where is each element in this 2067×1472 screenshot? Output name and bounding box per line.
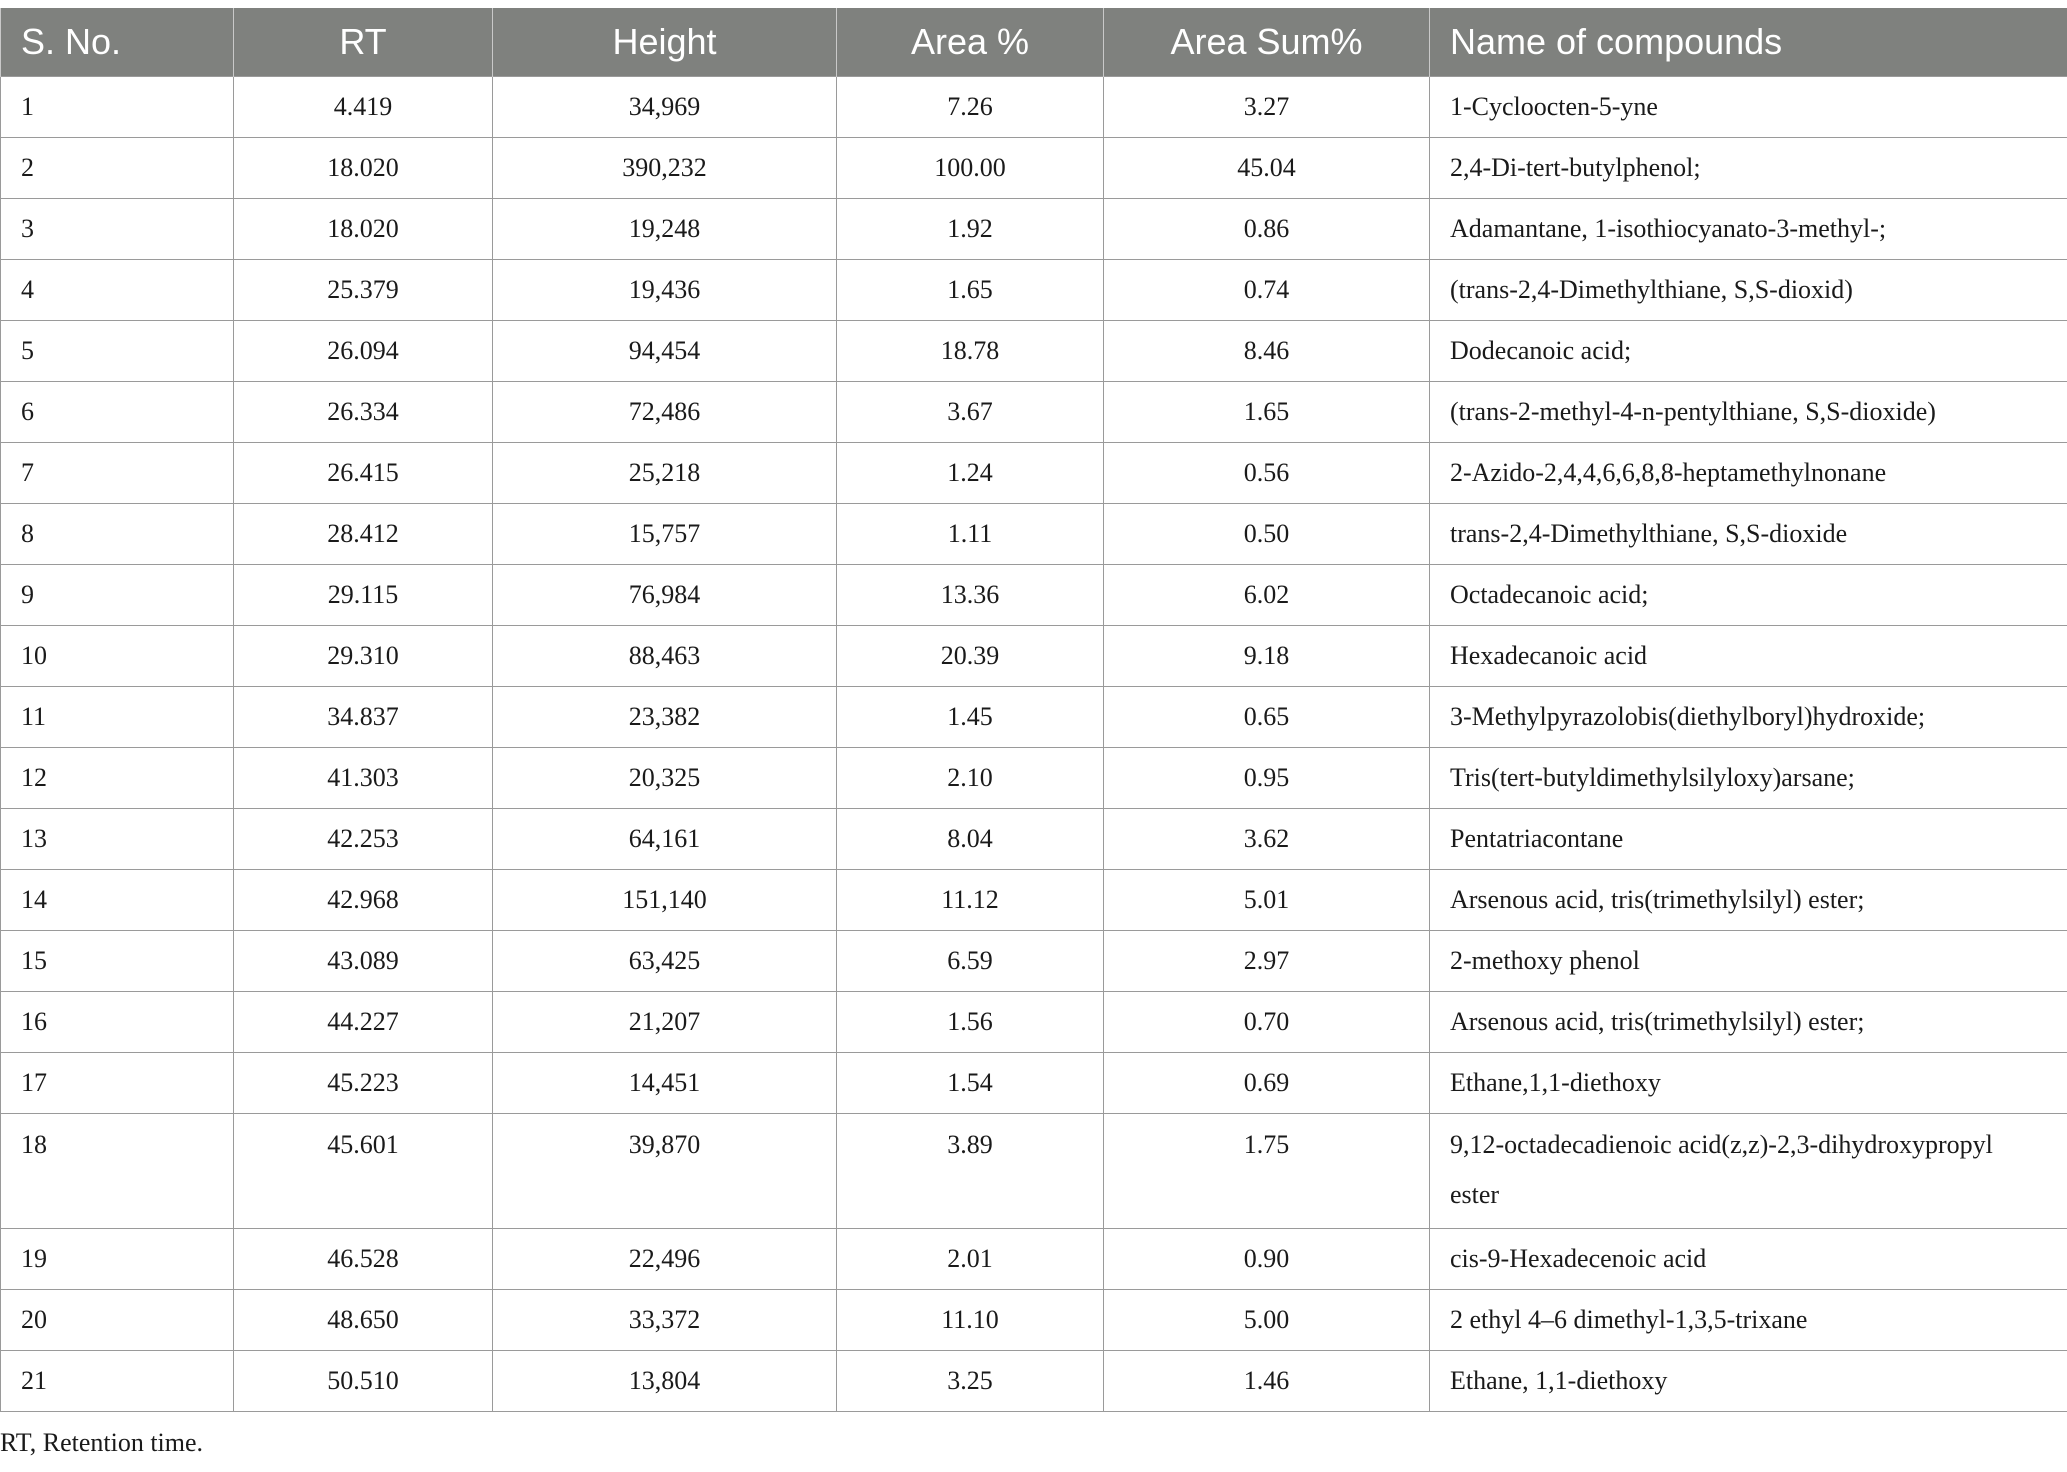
cell-height: 15,757 <box>493 504 837 565</box>
table-row <box>1 504 2067 565</box>
cell-height: 39,870 <box>493 1114 837 1229</box>
cell-compound-name: Octadecanoic acid; <box>1430 565 2067 626</box>
cell-compound-name: 1-Cycloocten-5-yne <box>1430 77 2067 138</box>
cell-compound-name: Adamantane, 1-isothiocyanato-3-methyl-; <box>1430 199 2067 260</box>
cell-rt: 29.115 <box>234 565 493 626</box>
cell-compound-name: Tris(tert-butyldimethylsilyloxy)arsane; <box>1430 748 2067 809</box>
cell-s-no: 1 <box>1 77 234 138</box>
cell-rt: 29.310 <box>234 626 493 687</box>
cell-height: 20,325 <box>493 748 837 809</box>
table-row <box>1 443 2067 504</box>
cell-s-no: 9 <box>1 565 234 626</box>
cell-height: 13,804 <box>493 1351 837 1412</box>
cell-height: 19,436 <box>493 260 837 321</box>
cell-rt: 25.379 <box>234 260 493 321</box>
cell-s-no: 15 <box>1 931 234 992</box>
cell-height: 21,207 <box>493 992 837 1053</box>
cell-compound-name: cis-9-Hexadecenoic acid <box>1430 1229 2067 1290</box>
cell-compound-name: Arsenous acid, tris(trimethylsilyl) ester; <box>1430 870 2067 931</box>
cell-area-sum-percent: 0.70 <box>1104 992 1430 1053</box>
cell-area-percent: 11.12 <box>837 870 1104 931</box>
cell-area-sum-percent: 3.27 <box>1104 77 1430 138</box>
table-row <box>1 321 2067 382</box>
cell-compound-name: (trans-2-methyl-4-n-pentylthiane, S,S-dioxide) <box>1430 382 2067 443</box>
cell-s-no: 7 <box>1 443 234 504</box>
cell-rt: 45.601 <box>234 1114 493 1229</box>
cell-area-percent: 3.25 <box>837 1351 1104 1412</box>
cell-height: 23,382 <box>493 687 837 748</box>
cell-s-no: 4 <box>1 260 234 321</box>
cell-area-sum-percent: 1.65 <box>1104 382 1430 443</box>
cell-rt: 26.415 <box>234 443 493 504</box>
table-row <box>1 260 2067 321</box>
cell-area-sum-percent: 6.02 <box>1104 565 1430 626</box>
cell-height: 151,140 <box>493 870 837 931</box>
cell-height: 390,232 <box>493 138 837 199</box>
cell-area-sum-percent: 0.90 <box>1104 1229 1430 1290</box>
table-row <box>1 992 2067 1053</box>
cell-height: 19,248 <box>493 199 837 260</box>
cell-compound-name: Arsenous acid, tris(trimethylsilyl) ester; <box>1430 992 2067 1053</box>
cell-area-sum-percent: 5.00 <box>1104 1290 1430 1351</box>
cell-area-percent: 11.10 <box>837 1290 1104 1351</box>
cell-area-percent: 3.67 <box>837 382 1104 443</box>
cell-area-percent: 13.36 <box>837 565 1104 626</box>
cell-area-percent: 20.39 <box>837 626 1104 687</box>
cell-area-sum-percent: 3.62 <box>1104 809 1430 870</box>
cell-s-no: 18 <box>1 1114 234 1229</box>
table-row <box>1 870 2067 931</box>
cell-rt: 42.968 <box>234 870 493 931</box>
cell-rt: 34.837 <box>234 687 493 748</box>
table-header-row <box>1 8 2067 77</box>
table-row <box>1 382 2067 443</box>
cell-area-percent: 1.54 <box>837 1053 1104 1114</box>
cell-height: 63,425 <box>493 931 837 992</box>
header-s-no: S. No. <box>1 8 234 77</box>
cell-area-percent: 3.89 <box>837 1114 1104 1229</box>
cell-area-percent: 1.92 <box>837 199 1104 260</box>
cell-rt: 4.419 <box>234 77 493 138</box>
cell-s-no: 11 <box>1 687 234 748</box>
cell-area-percent: 100.00 <box>837 138 1104 199</box>
table-footnote: RT, Retention time. <box>0 1428 204 1457</box>
table-row <box>1 687 2067 748</box>
cell-s-no: 3 <box>1 199 234 260</box>
cell-rt: 50.510 <box>234 1351 493 1412</box>
cell-area-sum-percent: 0.74 <box>1104 260 1430 321</box>
cell-height: 25,218 <box>493 443 837 504</box>
cell-s-no: 2 <box>1 138 234 199</box>
table-row <box>1 138 2067 199</box>
compounds-table-container <box>0 8 2067 1412</box>
cell-s-no: 5 <box>1 321 234 382</box>
cell-rt: 18.020 <box>234 199 493 260</box>
cell-s-no: 12 <box>1 748 234 809</box>
cell-area-sum-percent: 8.46 <box>1104 321 1430 382</box>
table-row <box>1 1053 2067 1114</box>
table-row <box>1 565 2067 626</box>
table-body <box>1 77 2067 1412</box>
cell-rt: 45.223 <box>234 1053 493 1114</box>
cell-compound-name: (trans-2,4-Dimethylthiane, S,S-dioxid) <box>1430 260 2067 321</box>
cell-rt: 26.094 <box>234 321 493 382</box>
cell-rt: 46.528 <box>234 1229 493 1290</box>
cell-rt: 41.303 <box>234 748 493 809</box>
cell-s-no: 16 <box>1 992 234 1053</box>
cell-area-sum-percent: 45.04 <box>1104 138 1430 199</box>
cell-height: 88,463 <box>493 626 837 687</box>
table-row <box>1 626 2067 687</box>
cell-area-percent: 7.26 <box>837 77 1104 138</box>
cell-height: 76,984 <box>493 565 837 626</box>
table-row <box>1 77 2067 138</box>
cell-area-percent: 2.10 <box>837 748 1104 809</box>
cell-compound-name: trans-2,4-Dimethylthiane, S,S-dioxide <box>1430 504 2067 565</box>
header-name-of-compounds: Name of compounds <box>1430 8 2067 77</box>
cell-s-no: 19 <box>1 1229 234 1290</box>
header-area-sum-percent: Area Sum% <box>1104 8 1430 77</box>
cell-height: 72,486 <box>493 382 837 443</box>
cell-area-sum-percent: 0.95 <box>1104 748 1430 809</box>
table-row <box>1 931 2067 992</box>
cell-area-sum-percent: 0.69 <box>1104 1053 1430 1114</box>
cell-area-sum-percent: 5.01 <box>1104 870 1430 931</box>
cell-rt: 28.412 <box>234 504 493 565</box>
cell-area-percent: 8.04 <box>837 809 1104 870</box>
cell-compound-name: 3-Methylpyrazolobis(diethylboryl)hydroxide; <box>1430 687 2067 748</box>
cell-height: 64,161 <box>493 809 837 870</box>
cell-area-percent: 1.65 <box>837 260 1104 321</box>
cell-compound-name: 2 ethyl 4–6 dimethyl-1,3,5-trixane <box>1430 1290 2067 1351</box>
cell-compound-name: Pentatriacontane <box>1430 809 2067 870</box>
cell-compound-name: 2-methoxy phenol <box>1430 931 2067 992</box>
cell-s-no: 17 <box>1 1053 234 1114</box>
cell-height: 33,372 <box>493 1290 837 1351</box>
cell-s-no: 10 <box>1 626 234 687</box>
header-height: Height <box>493 8 837 77</box>
cell-area-sum-percent: 0.50 <box>1104 504 1430 565</box>
cell-area-percent: 1.11 <box>837 504 1104 565</box>
cell-area-sum-percent: 9.18 <box>1104 626 1430 687</box>
cell-rt: 48.650 <box>234 1290 493 1351</box>
cell-area-percent: 1.45 <box>837 687 1104 748</box>
cell-s-no: 13 <box>1 809 234 870</box>
cell-s-no: 20 <box>1 1290 234 1351</box>
table-row <box>1 748 2067 809</box>
header-rt: RT <box>234 8 493 77</box>
table-row <box>1 809 2067 870</box>
cell-area-sum-percent: 1.46 <box>1104 1351 1430 1412</box>
cell-height: 34,969 <box>493 77 837 138</box>
table-row <box>1 1290 2067 1351</box>
cell-area-percent: 2.01 <box>837 1229 1104 1290</box>
cell-area-sum-percent: 1.75 <box>1104 1114 1430 1229</box>
cell-rt: 26.334 <box>234 382 493 443</box>
cell-rt: 42.253 <box>234 809 493 870</box>
cell-area-sum-percent: 2.97 <box>1104 931 1430 992</box>
cell-height: 94,454 <box>493 321 837 382</box>
cell-area-sum-percent: 0.56 <box>1104 443 1430 504</box>
cell-area-percent: 18.78 <box>837 321 1104 382</box>
cell-height: 14,451 <box>493 1053 837 1114</box>
cell-s-no: 6 <box>1 382 234 443</box>
header-area-percent: Area % <box>837 8 1104 77</box>
cell-compound-name: 2,4-Di-tert-butylphenol; <box>1430 138 2067 199</box>
cell-rt: 44.227 <box>234 992 493 1053</box>
cell-rt: 18.020 <box>234 138 493 199</box>
cell-compound-name: Ethane,1,1-diethoxy <box>1430 1053 2067 1114</box>
table-row <box>1 199 2067 260</box>
table-row <box>1 1114 2067 1229</box>
cell-compound-name: Ethane, 1,1-diethoxy <box>1430 1351 2067 1412</box>
cell-compound-name: Hexadecanoic acid <box>1430 626 2067 687</box>
cell-compound-name: 2-Azido-2,4,4,6,6,8,8-heptamethylnonane <box>1430 443 2067 504</box>
table-row <box>1 1229 2067 1290</box>
cell-compound-name: Dodecanoic acid; <box>1430 321 2067 382</box>
compounds-table <box>0 8 2067 1412</box>
cell-compound-name: 9,12-octadecadienoic acid(z,z)-2,3-dihydroxypropyl ester <box>1430 1114 2067 1229</box>
cell-area-sum-percent: 0.86 <box>1104 199 1430 260</box>
cell-s-no: 14 <box>1 870 234 931</box>
cell-area-percent: 1.56 <box>837 992 1104 1053</box>
cell-s-no: 8 <box>1 504 234 565</box>
cell-area-percent: 1.24 <box>837 443 1104 504</box>
cell-rt: 43.089 <box>234 931 493 992</box>
table-row <box>1 1351 2067 1412</box>
cell-height: 22,496 <box>493 1229 837 1290</box>
cell-area-percent: 6.59 <box>837 931 1104 992</box>
cell-s-no: 21 <box>1 1351 234 1412</box>
cell-area-sum-percent: 0.65 <box>1104 687 1430 748</box>
